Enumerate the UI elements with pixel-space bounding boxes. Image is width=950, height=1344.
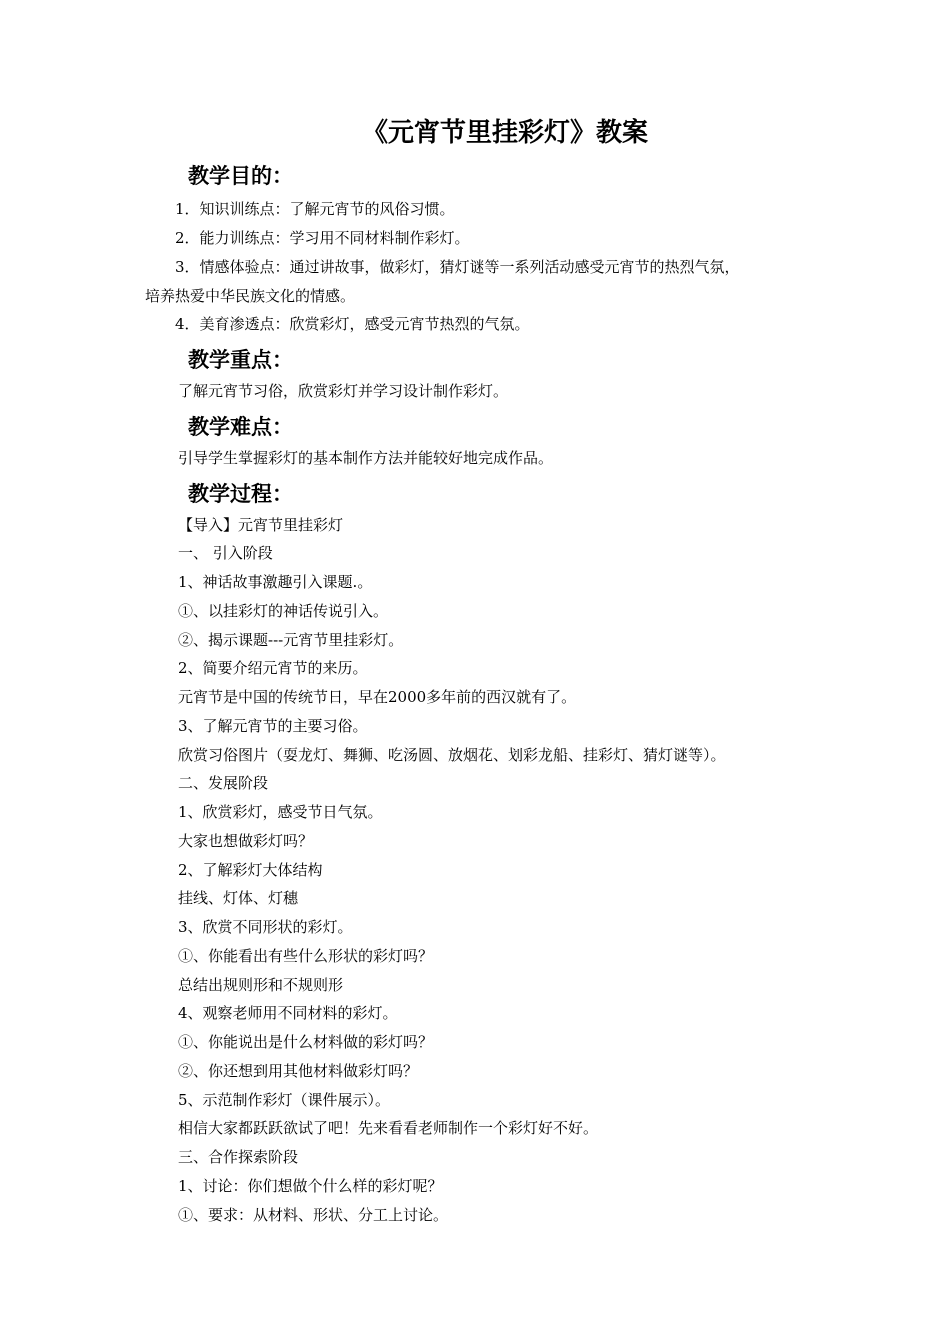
process-line: 三、合作探索阶段 xyxy=(178,1148,299,1166)
process-line: 欣赏习俗图片（耍龙灯、舞狮、吃汤圆、放烟花、划彩龙船、挂彩灯、猜灯谜等）。 xyxy=(178,746,726,764)
difficulties-heading: 教学难点： xyxy=(188,415,293,439)
objective-item: 3．情感体验点：通过讲故事，做彩灯，猜灯谜等一系列活动感受元宵节的热烈气氛， xyxy=(175,258,740,276)
process-line: 相信大家都跃跃欲试了吧！先来看看老师制作一个彩灯好不好。 xyxy=(178,1119,599,1137)
objective-item: 1．知识训练点：了解元宵节的风俗习惯。 xyxy=(175,200,455,218)
process-line: 4、观察老师用不同材料的彩灯。 xyxy=(178,1004,398,1022)
key-points-heading: 教学重点： xyxy=(188,348,293,372)
process-line: ①、你能看出有些什么形状的彩灯吗？ xyxy=(178,947,434,965)
objective-item-continued: 培养热爱中华民族文化的情感。 xyxy=(145,287,356,305)
process-line: 一、 引入阶段 xyxy=(178,544,273,562)
key-points-text: 了解元宵节习俗，欣赏彩灯并学习设计制作彩灯。 xyxy=(178,382,509,400)
process-line: 3、了解元宵节的主要习俗。 xyxy=(178,717,368,735)
process-line: 5、示范制作彩灯（课件展示）。 xyxy=(178,1091,391,1109)
process-line: ②、你还想到用其他材料做彩灯吗？ xyxy=(178,1062,419,1080)
process-line: ②、揭示课题---元宵节里挂彩灯。 xyxy=(178,631,404,649)
document-title: 《元宵节里挂彩灯》教案 xyxy=(361,118,648,148)
objective-item: 4．美育渗透点：欣赏彩灯，感受元宵节热烈的气氛。 xyxy=(175,315,530,333)
process-line: 元宵节是中国的传统节日，早在2000多年前的西汉就有了。 xyxy=(178,688,577,706)
process-line: 挂线、灯体、灯穗 xyxy=(178,889,299,907)
process-line: 【导入】元宵节里挂彩灯 xyxy=(178,516,344,534)
difficulties-text: 引导学生掌握彩灯的基本制作方法并能较好地完成作品。 xyxy=(178,449,554,467)
process-line: ①、要求：从材料、形状、分工上讨论。 xyxy=(178,1206,449,1224)
process-line: ①、你能说出是什么材料做的彩灯吗？ xyxy=(178,1033,434,1051)
process-line: 2、简要介绍元宵节的来历。 xyxy=(178,659,368,677)
process-line: 二、发展阶段 xyxy=(178,774,269,792)
process-line: 2、了解彩灯大体结构 xyxy=(178,861,323,879)
process-line: 3、欣赏不同形状的彩灯。 xyxy=(178,918,353,936)
process-line: 大家也想做彩灯吗？ xyxy=(178,832,314,850)
process-line: 1、神话故事激趣引入课题.。 xyxy=(178,573,373,591)
process-line: 1、欣赏彩灯，感受节日气氛。 xyxy=(178,803,383,821)
process-heading: 教学过程： xyxy=(188,482,293,506)
process-line: ①、以挂彩灯的神话传说引入。 xyxy=(178,602,389,620)
objectives-heading: 教学目的： xyxy=(188,164,293,188)
process-line: 1、讨论：你们想做个什么样的彩灯呢？ xyxy=(178,1177,443,1195)
process-line: 总结出规则形和不规则形 xyxy=(178,976,344,994)
objective-item: 2．能力训练点：学习用不同材料制作彩灯。 xyxy=(175,229,470,247)
